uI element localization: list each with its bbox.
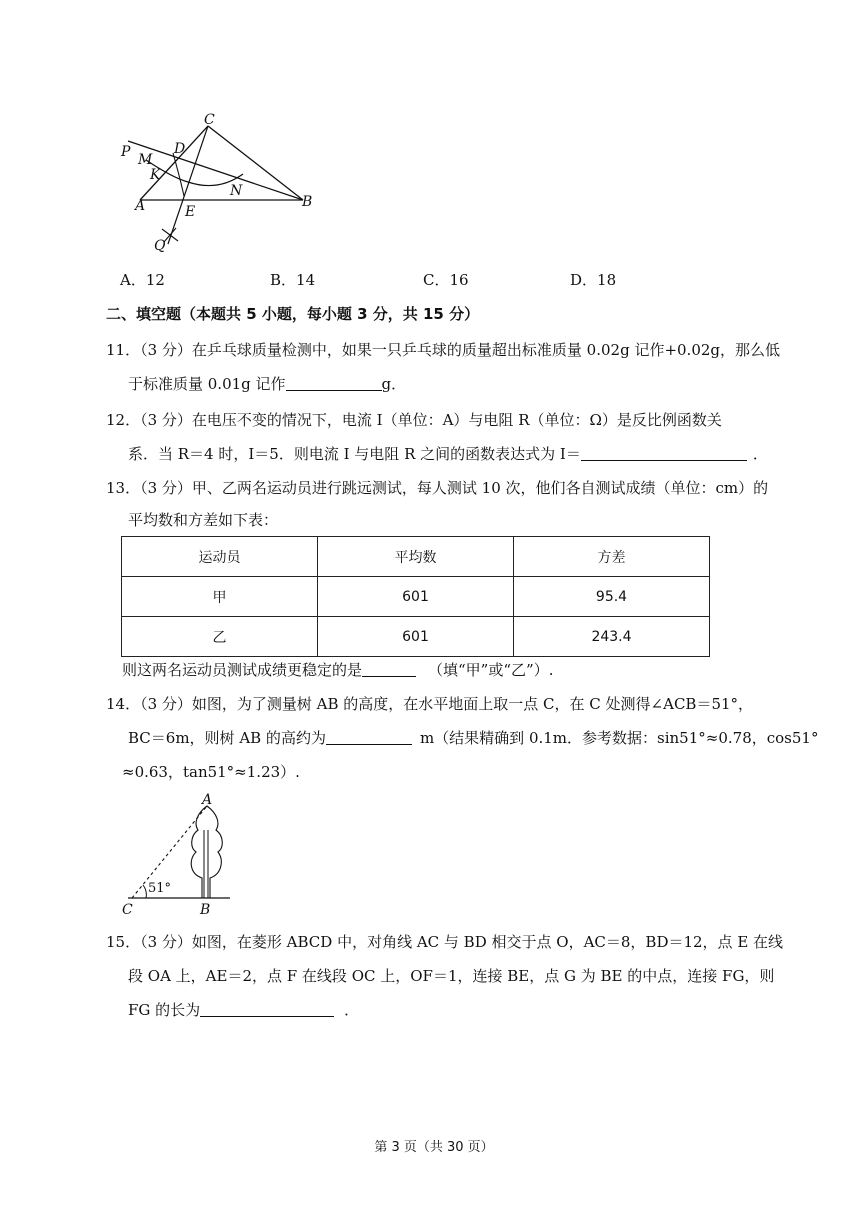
option-value: 14: [296, 271, 316, 289]
answer-blank: [200, 1000, 334, 1017]
point-label: Q: [154, 238, 166, 254]
answer-blank: [326, 728, 412, 745]
option-letter: D．: [570, 271, 598, 289]
tree-figure-q14: [118, 790, 238, 918]
geometry-figure-q10: [118, 108, 318, 256]
angle-label: 51°: [148, 881, 172, 896]
score-table: [121, 536, 710, 657]
text: BC＝6m，则树 AB 的高约为: [128, 729, 326, 747]
option-value: 16: [449, 271, 469, 289]
answer-blank: [362, 660, 416, 677]
table-row: [122, 577, 710, 617]
text: g．: [381, 375, 407, 393]
table-cell: 乙: [122, 617, 318, 657]
table-cell: 甲: [122, 577, 318, 617]
question-14-line-3: ≈0.63，tan51°≈1.23）.: [122, 763, 300, 781]
answer-blank: [581, 444, 747, 461]
option-letter: A．: [120, 271, 146, 289]
question-15-line-1: 15．（3 分）如图，在菱形 ABCD 中，对角线 AC 与 BD 相交于点 O，AC＝8，BD＝12，点 E 在线: [106, 933, 784, 951]
answer-blank: [286, 374, 382, 391]
option-c: [423, 270, 469, 290]
text: ．: [752, 445, 768, 463]
question-12-line-1: 12．（3 分）在电压不变的情况下，电流 I（单位：A）与电阻 R（单位：Ω）是反比例函数关: [106, 411, 722, 429]
point-label: K: [150, 167, 161, 183]
point-label: B: [302, 194, 313, 210]
question-13-line-1: 13．（3 分）甲、乙两名运动员进行跳远测试，每人测试 10 次，他们各自测试成绩（单位：cm）的: [106, 479, 769, 497]
section-title: 二、填空题（本题共 5 小题，每小题 3 分，共 15 分）: [106, 305, 480, 323]
option-value: 12: [145, 271, 165, 289]
point-label: N: [230, 183, 243, 199]
question-15-line-2: 段 OA 上，AE＝2，点 F 在线段 OC 上，OF＝1，连接 BE，点 G 为 BE 的中点，连接 FG，则: [128, 967, 775, 985]
question-15-line-3: [128, 1000, 359, 1020]
option-b: [270, 270, 315, 290]
point-label: D: [174, 141, 186, 157]
table-row: [122, 617, 710, 657]
question-14-line-2: [128, 728, 818, 748]
table-header: 方差: [514, 537, 710, 577]
point-label: M: [138, 152, 153, 168]
option-a: [120, 270, 165, 290]
table-cell: 601: [318, 617, 514, 657]
text: FG 的长为: [128, 1001, 201, 1019]
table-header: 平均数: [318, 537, 514, 577]
table-cell: 95.4: [514, 577, 710, 617]
table-cell: 601: [318, 577, 514, 617]
option-value: 18: [597, 271, 617, 289]
table-cell: 243.4: [514, 617, 710, 657]
table-header-row: [122, 537, 710, 577]
question-11-line-1: 11．（3 分）在乒乓球质量检测中，如果一只乒乓球的质量超出标准质量 0.02g 记作+0.02g，那么低: [106, 341, 781, 359]
question-13-line-3: [122, 660, 553, 680]
table-header: 运动员: [122, 537, 318, 577]
text: 于标准质量 0.01g 记作: [128, 375, 286, 393]
point-label: A: [135, 198, 146, 214]
point-label: P: [121, 144, 131, 160]
point-label: A: [202, 792, 213, 808]
option-letter: B．: [270, 271, 297, 289]
question-13-line-2: 平均数和方差如下表：: [128, 511, 279, 529]
text: 系．当 R＝4 时，I＝5．则电流 I 与电阻 R 之间的函数表达式为 I＝: [128, 445, 581, 463]
page-footer: 第 3 页（共 30 页）: [374, 1140, 494, 1155]
question-12-line-2: [128, 444, 768, 464]
text: （填“甲”或“乙”）.: [428, 661, 554, 679]
option-letter: C．: [423, 271, 450, 289]
text: m（结果精确到 0.1m．参考数据：sin51°≈0.78，cos51°: [419, 729, 819, 747]
point-label: C: [204, 112, 215, 128]
question-11-line-2: [128, 374, 406, 394]
question-14-line-1: 14．（3 分）如图，为了测量树 AB 的高度，在水平地面上取一点 C，在 C 处测得∠ACB＝51°，: [106, 695, 754, 713]
point-label: B: [200, 902, 211, 918]
point-label: E: [185, 204, 196, 220]
option-d: [570, 270, 616, 290]
text: ．: [344, 1001, 360, 1019]
text: 则这两名运动员测试成绩更稳定的是: [122, 661, 363, 679]
point-label: C: [122, 902, 133, 918]
